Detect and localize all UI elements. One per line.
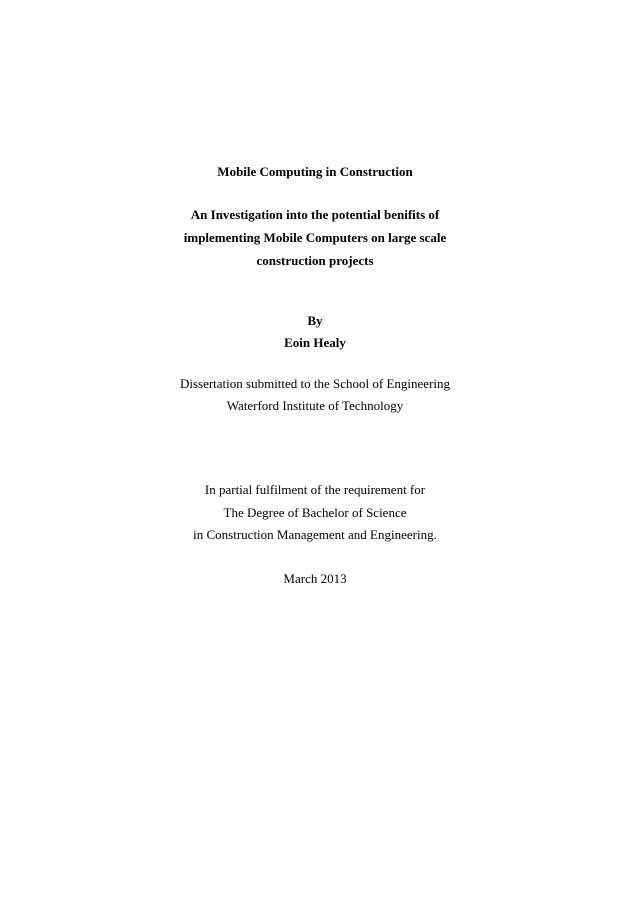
by-label: By [307, 313, 323, 328]
author-name: Eoin Healy [284, 335, 346, 350]
subtitle-line-3: construction projects [256, 253, 374, 268]
submission-date: March 2013 [283, 571, 347, 586]
requirement-line-1: In partial fulfilment of the requirement for [204, 482, 426, 497]
requirement-line-3: in Construction Management and Engineering. [193, 527, 437, 542]
requirement-line-2: The Degree of Bachelor of Science [223, 505, 407, 520]
subtitle-line-1: An Investigation into the potential benifits of [190, 207, 440, 222]
submission-line-2: Waterford Institute of Technology [226, 398, 404, 413]
thesis-title: Mobile Computing in Construction [217, 164, 413, 179]
submission-line-1: Dissertation submitted to the School of Engineering [179, 376, 451, 391]
subtitle-line-2: implementing Mobile Computers on large scale [183, 230, 447, 245]
